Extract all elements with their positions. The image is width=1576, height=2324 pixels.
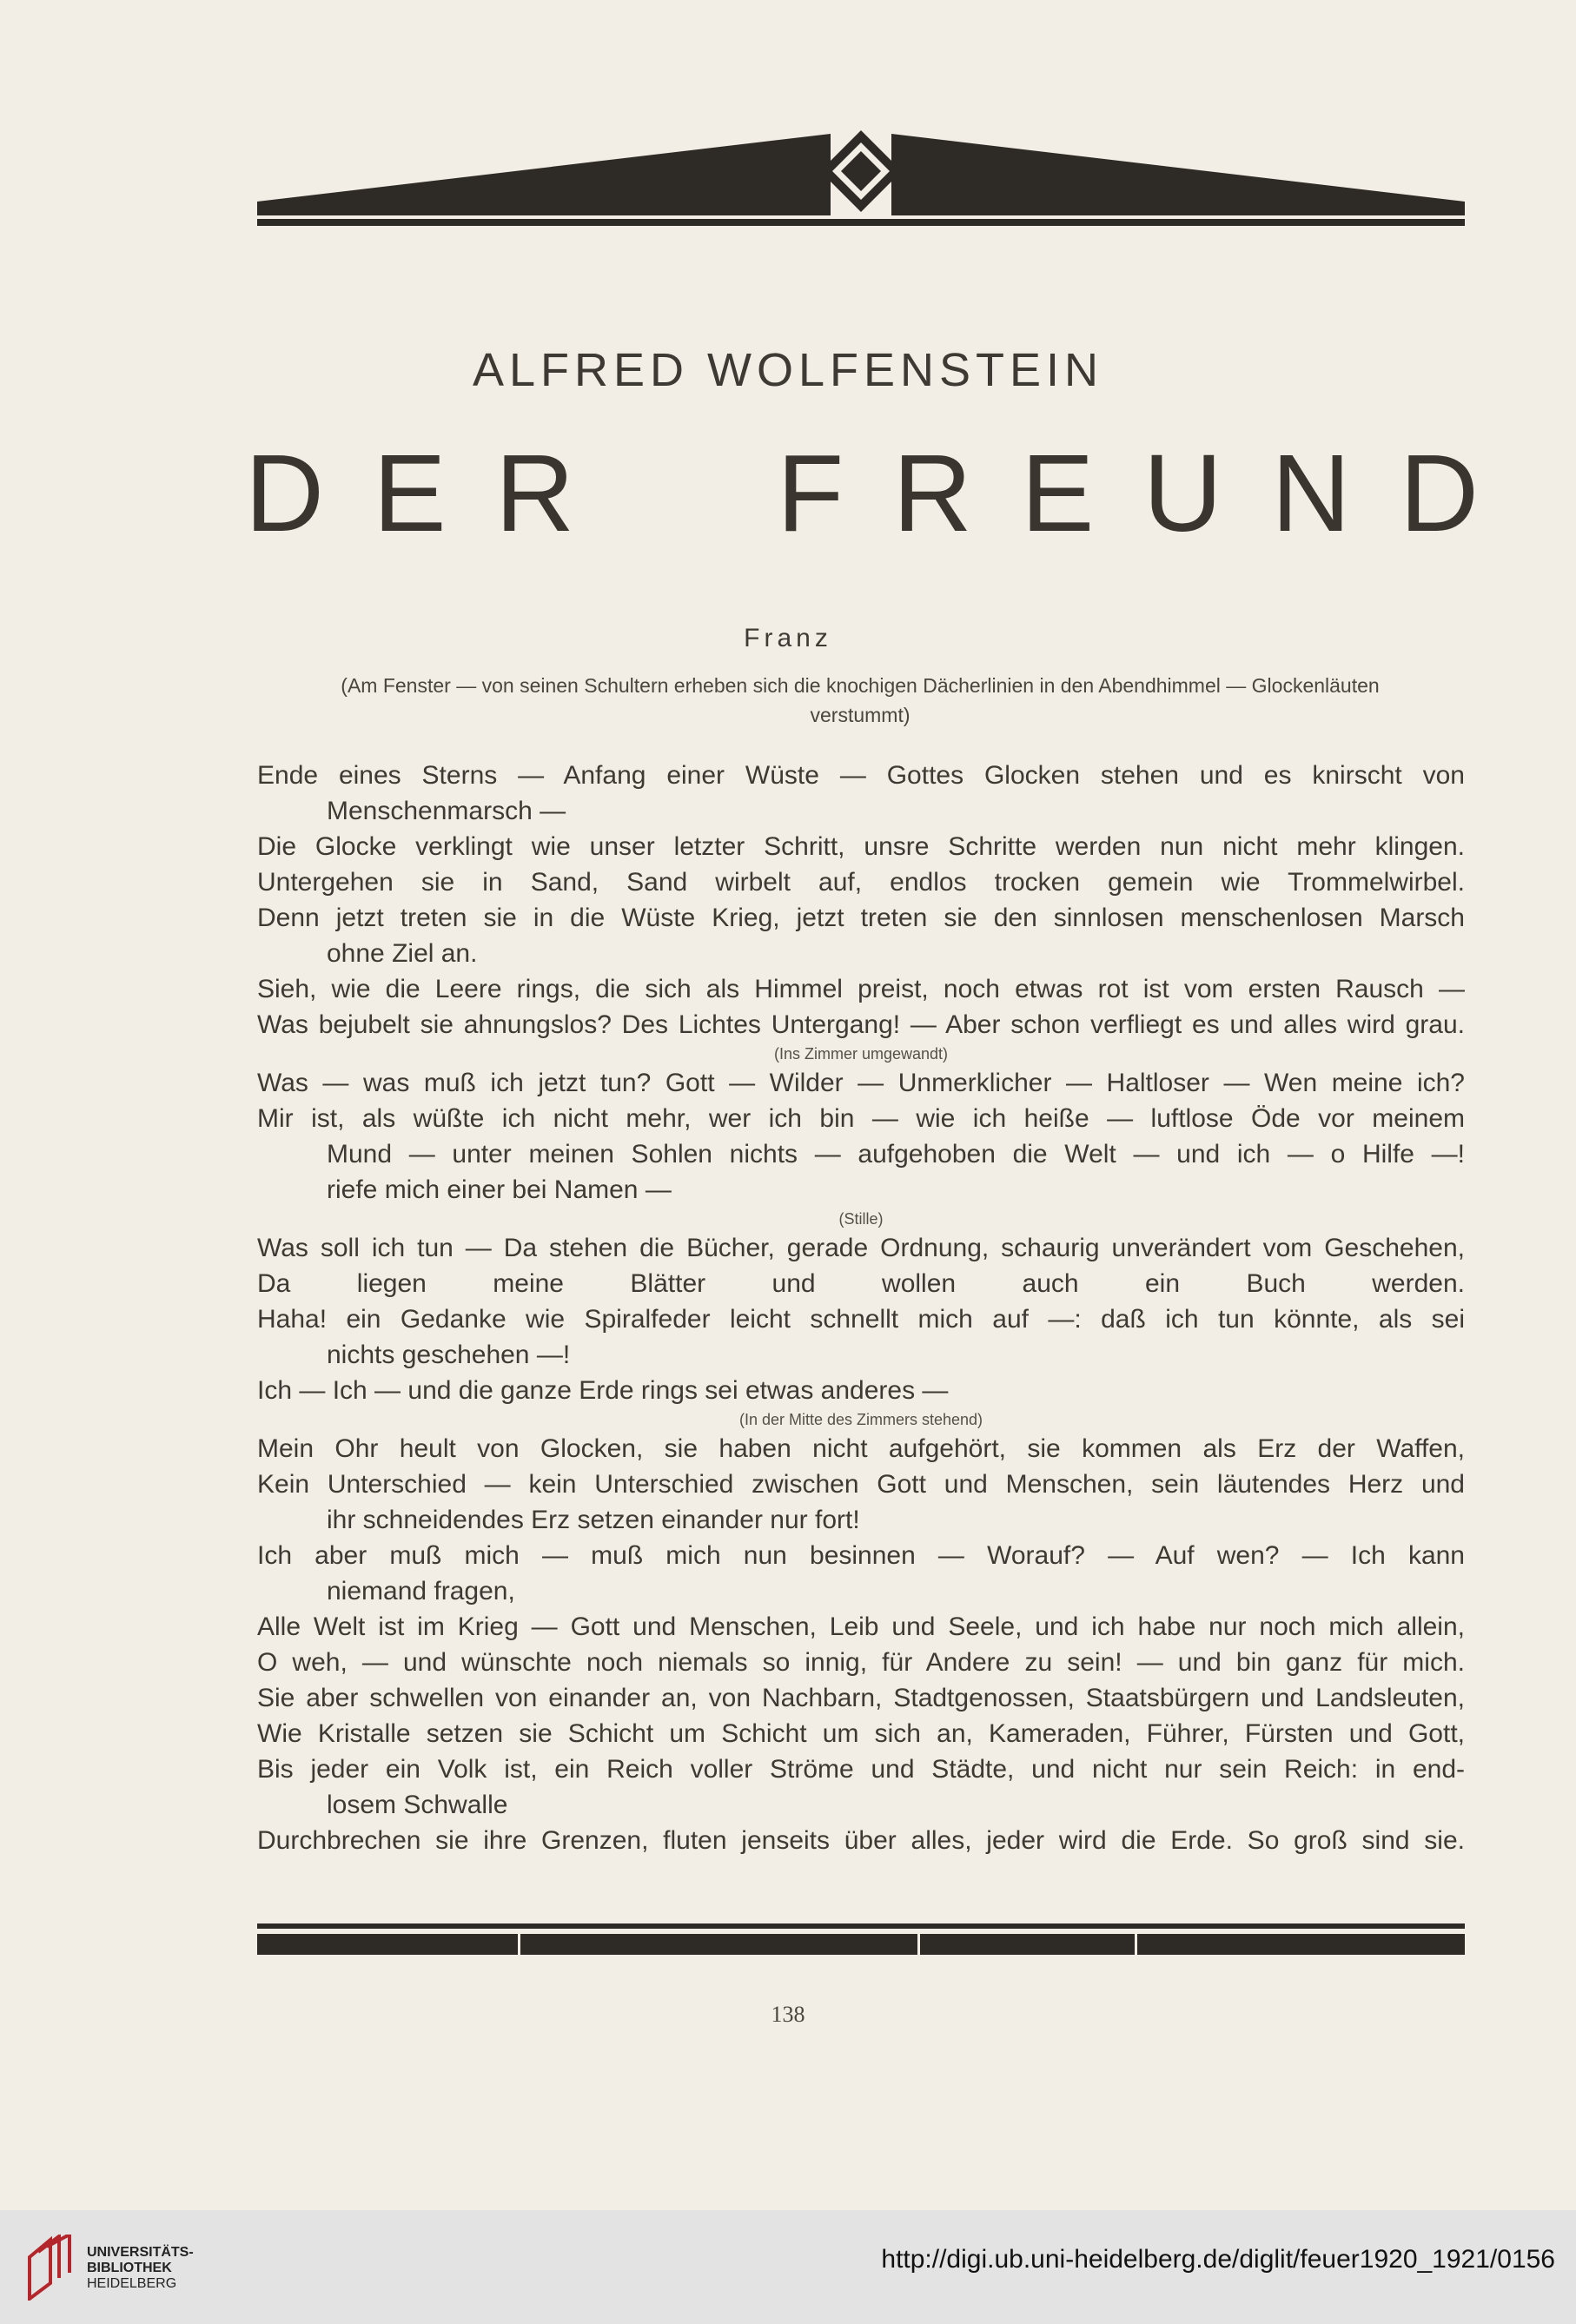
title-letter: R [892, 432, 972, 554]
poem-line: Durchbrechen sie ihre Grenzen, fluten jenseits über alles, jeder wird die Erde. So groß sind sie. [257, 1826, 1465, 1855]
poem-line: Mund — unter meinen Sohlen nichts — aufgehoben die Welt — und ich — o Hilfe —! [327, 1140, 1465, 1169]
title-gap [624, 430, 728, 556]
poem-line: Sieh, wie die Leere rings, die sich als Himmel preist, noch etwas rot ist vom ersten Rausch — [257, 975, 1465, 1003]
poem-line: Mein Ohr heult von Glocken, sie haben nicht aufgehört, sie kommen als Erz der Waffen, [257, 1434, 1465, 1463]
library-footer [0, 2210, 1576, 2324]
poem-line: Untergehen sie in Sand, Sand wirbelt auf, endlos trocken gemein wie Trommelwirbel. [257, 868, 1465, 897]
speaker-name: Franz [744, 624, 832, 652]
poem-line: ihr schneidendes Erz setzen einander nur fort! [327, 1506, 860, 1534]
poem-line: Kein Unterschied — kein Unterschied zwischen Gott und Menschen, sein läutendes Herz und [257, 1470, 1465, 1499]
title-letter: U [1142, 432, 1222, 554]
poem-line: niemand fragen, [327, 1577, 515, 1606]
stage-direction: (Am Fenster — von seinen Schultern erheben sich die knochigen Dächerlinien in den Abendhimmel — Glockenläuten verstummt) [341, 674, 1380, 726]
stage-direction: (Ins Zimmer umgewandt) [773, 1045, 949, 1063]
poem-line: Was bejubelt sie ahnungslos? Des Lichtes Untergang! — Aber schon verfliegt es und alles wird grau. [257, 1010, 1465, 1039]
title-letter: D [1399, 432, 1479, 554]
poem-line: nichts geschehen —! [327, 1341, 571, 1369]
poem-line: Mir ist, als wüßte ich nicht mehr, wer ich bin — wie ich heiße — luftlose Öde vor meinem [257, 1104, 1465, 1133]
stage-direction: (Stille) [838, 1210, 884, 1228]
title-letter: E [373, 432, 447, 554]
poem-line: Da liegen meine Blätter und wollen auch ein Buch werden. [257, 1269, 1465, 1298]
poem-line: Sie aber schwellen von einander an, von Nachbarn, Stadtgenossen, Staatsbürgern und Landsleuten, [257, 1684, 1465, 1712]
poem-line: Alle Welt ist im Krieg — Gott und Menschen, Leib und Seele, und ich habe nur noch mich allein, [257, 1612, 1465, 1641]
library-logo-icon [26, 2235, 75, 2301]
title-letter: N [1271, 432, 1351, 554]
poem-line: Was — was muß ich jetzt tun? Gott — Wilder — Unmerklicher — Haltloser — Wen meine ich? [257, 1069, 1465, 1097]
author-name: ALFRED WOLFENSTEIN [472, 344, 1104, 396]
title-letter: D [245, 432, 324, 554]
poem-line: Denn jetzt treten sie in die Wüste Krieg, jetzt treten sie den sinnlosen menschenlosen Marsch [257, 904, 1465, 932]
poem-body [257, 758, 1465, 1858]
poem-line: Die Glocke verklingt wie unser letzter Schritt, unsre Schritte werden nun nicht mehr klingen. [257, 832, 1465, 861]
poem-line: Bis jeder ein Volk ist, ein Reich voller Ströme und Städte, und nicht nur sein Reich: in end- [257, 1755, 1465, 1784]
poem-line: O weh, — und wünschte noch niemals so innig, für Andere zu sein! — und bin ganz für mich. [257, 1648, 1465, 1677]
header-ornament [257, 130, 1465, 233]
poem-title [245, 430, 1479, 556]
poem-line: Ich — Ich — und die ganze Erde rings sei etwas anderes — [257, 1376, 949, 1405]
source-url-link[interactable]: http://digi.ub.uni-heidelberg.de/diglit/feuer1920_1921/0156 [881, 2245, 1555, 2274]
title-letter: E [1021, 432, 1095, 554]
poem-line: riefe mich einer bei Namen — [327, 1175, 672, 1204]
page-number: 138 [771, 2002, 805, 2027]
poem-line: Was soll ich tun — Da stehen die Bücher, gerade Ordnung, schaurig unverändert vom Geschehen, [257, 1234, 1465, 1262]
library-name: UNIVERSITÄTS- BIBLIOTHEK HEIDELBERG [87, 2245, 194, 2291]
poem-line: Ich aber muß mich — muß mich nun besinnen — Worauf? — Auf wen? — Ich kann [257, 1541, 1465, 1570]
poem-line: Haha! ein Gedanke wie Spiralfeder leicht schnellt mich auf —: daß ich tun könnte, als sei [257, 1305, 1465, 1334]
poem-line: losem Schwalle [327, 1791, 508, 1819]
poem-line: Menschenmarsch — [327, 797, 566, 825]
title-letter: R [495, 432, 575, 554]
poem-line: Wie Kristalle setzen sie Schicht um Schicht um sich an, Kameraden, Führer, Fürsten und Gott, [257, 1719, 1465, 1748]
poem-line: Ende eines Sterns — Anfang einer Wüste — Gottes Glocken stehen und es knirscht von [257, 761, 1465, 790]
poem-line: ohne Ziel an. [327, 939, 478, 968]
stage-direction: (In der Mitte des Zimmers stehend) [738, 1411, 983, 1428]
title-letter: F [777, 432, 844, 554]
footer-ornament [257, 1923, 1465, 1958]
